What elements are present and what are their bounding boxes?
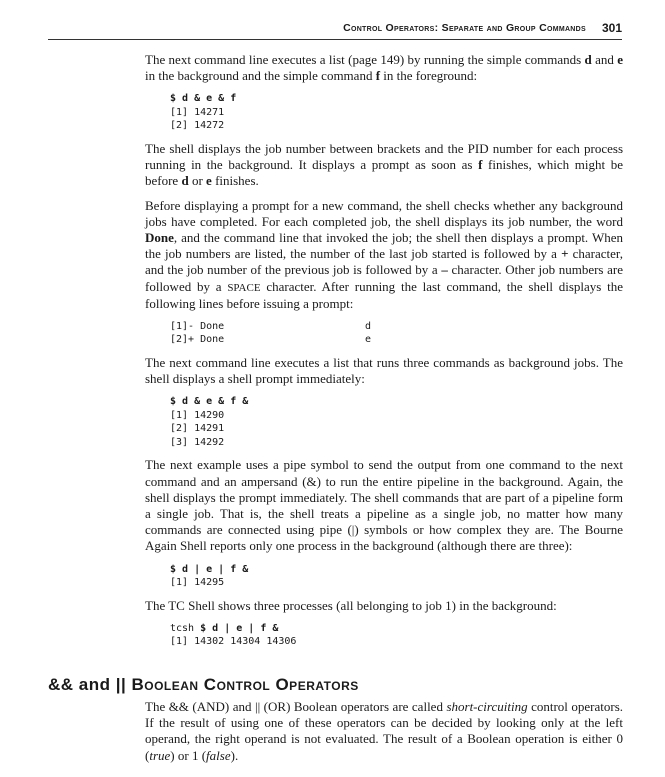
code-line: [3] 14292 — [170, 436, 225, 448]
main-text — [145, 52, 623, 657]
code-block-2 — [170, 320, 623, 347]
code-command: $ d & e & f — [170, 93, 237, 105]
code-command: $ d | e | f & — [170, 563, 249, 575]
header-title: Control Operators: Separate and Group Commands — [343, 22, 586, 34]
section-text — [145, 699, 623, 772]
code-line: [1] 14302 14304 14306 — [170, 636, 297, 648]
paragraph-5: The next example uses a pipe symbol to send the output from one command to the next command and an ampersand (&) to run the entire pipeline in the background. Again, the shell displays the prompt immediately. The shell commands that are part of a pipeline form a single job. That is, the shell treats a pipeline as a single job, no matter how many commands are connected using pipe (|) symbols or how complex they are. The Bourne Again Shell reports only one process in the background (although there are three): — [145, 457, 623, 554]
code-block-1 — [170, 92, 623, 133]
paragraph-3: Before displaying a prompt for a new command, the shell checks whether any background jobs have completed. For each completed job, the shell displays its job number, the word Done, and the command line that invoked the job; the shell then displays a prompt. When the job numbers are listed, the number of the last job started is followed by a + character, and the job number of the previous job is followed by a – character. Other job numbers are followed by a SPACE character. After running the last command, the shell displays the following lines before issuing a prompt: — [145, 197, 623, 311]
done-row: [2]+ Done e — [170, 334, 372, 346]
paragraph-6: The TC Shell shows three processes (all belonging to job 1) in the background: — [145, 597, 557, 613]
code-block-4 — [170, 563, 623, 590]
code-line: [2] 14272 — [170, 120, 225, 132]
section-heading: && and || Boolean Control Operators — [48, 675, 359, 694]
code-block-5 — [170, 622, 623, 649]
done-row: [1]- Done d — [170, 320, 372, 332]
running-header — [48, 20, 622, 38]
paragraph-4: The next command line executes a list that runs three commands as background jobs. The shell displays a shell prompt immediately: — [145, 354, 623, 387]
paragraph-7: The && (AND) and || (OR) Boolean operators are called short-circuiting control operators. If the result of using one of these operators can be decided by looking only at the left operand, the right operand is not evaluated. The result of a Boolean operation is either 0 (true) or 1 (false). — [145, 699, 623, 763]
code-block-3 — [170, 395, 623, 449]
code-line: [1] 14271 — [170, 106, 225, 118]
code-command: $ d | e | f & — [200, 622, 279, 634]
header-rule — [48, 39, 622, 40]
code-line: [2] 14291 — [170, 423, 225, 435]
paragraph-1: The next command line executes a list (page 149) by running the simple commands d and e in the background and the simple command f in the foreground: — [145, 52, 623, 84]
code-prompt: tcsh — [170, 622, 201, 634]
paragraph-2: The shell displays the job number between brackets and the PID number for each process running in the background. It displays a prompt as soon as f finishes, which might be before d or e finishes. — [145, 140, 623, 189]
code-line: [1] 14290 — [170, 409, 225, 421]
code-command: $ d & e & f & — [170, 396, 249, 408]
page-number: 301 — [601, 21, 622, 35]
code-line: [1] 14295 — [170, 577, 225, 589]
